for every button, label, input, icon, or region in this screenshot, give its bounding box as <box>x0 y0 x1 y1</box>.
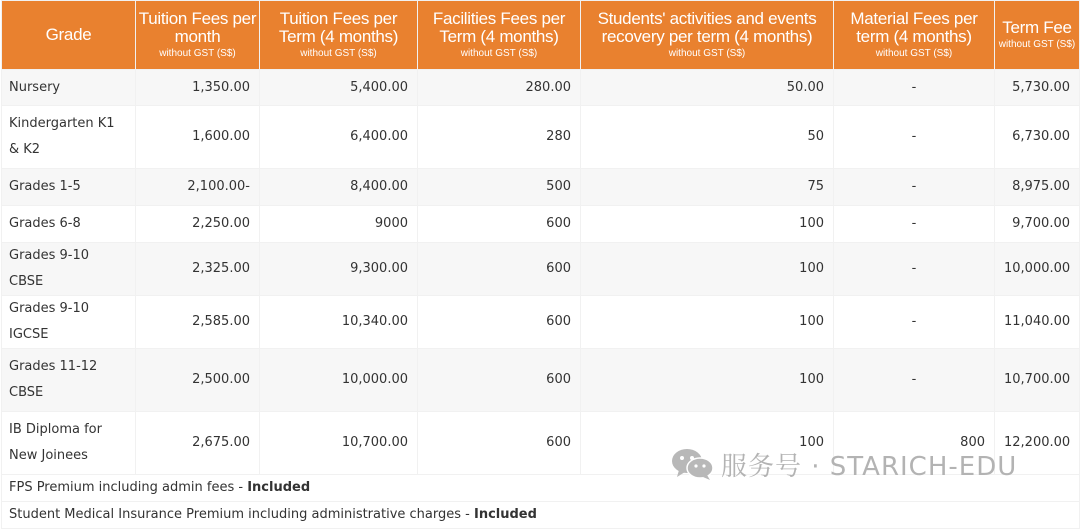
header-term-fee <box>995 1 1080 70</box>
facilities-cell: 600 <box>418 206 581 243</box>
term-fee-cell: 10,000.00 <box>995 243 1080 296</box>
header-facilities-title: Facilities Fees per Term (4 months) <box>432 9 566 46</box>
table-row <box>2 296 1080 349</box>
activities-cell: 100 <box>581 296 834 349</box>
tuition-month-cell: 2,100.00- <box>136 169 260 206</box>
tuition-month-cell: 1,600.00 <box>136 106 260 169</box>
header-tuition-month-sub: without GST (S$) <box>159 48 236 59</box>
activities-cell: 75 <box>581 169 834 206</box>
tuition-term-cell: 10,700.00 <box>260 412 418 475</box>
header-facilities-sub: without GST (S$) <box>460 48 538 59</box>
facilities-cell: 280.00 <box>418 70 581 106</box>
tuition-month-cell: 2,250.00 <box>136 206 260 243</box>
facilities-cell: 600 <box>418 243 581 296</box>
term-fee-cell: 11,040.00 <box>995 296 1080 349</box>
header-term-fee-title: Term Fee <box>1002 18 1072 37</box>
facilities-cell: 500 <box>418 169 581 206</box>
material-cell: - <box>834 349 995 412</box>
term-fee-cell: 10,700.00 <box>995 349 1080 412</box>
tuition-term-cell: 8,400.00 <box>260 169 418 206</box>
material-cell: - <box>834 169 995 206</box>
note-text: FPS Premium including admin fees - <box>9 480 248 495</box>
note-status: Included <box>247 480 311 495</box>
watermark-text: 服务号 · STARICH-EDU <box>721 451 1018 482</box>
header-tuition-month <box>136 1 260 70</box>
header-material-title: Material Fees per term (4 months) <box>850 9 978 46</box>
activities-cell: 100 <box>581 412 834 475</box>
term-fee-cell: 5,730.00 <box>995 70 1080 106</box>
tuition-term-cell: 10,000.00 <box>260 349 418 412</box>
watermark <box>671 446 1017 482</box>
tuition-month-cell: 2,325.00 <box>136 243 260 296</box>
facilities-cell: 600 <box>418 412 581 475</box>
table-row <box>2 349 1080 412</box>
facilities-cell: 600 <box>418 349 581 412</box>
material-cell: - <box>834 106 995 169</box>
header-tuition-term-sub: without GST (S$) <box>300 48 377 59</box>
header-material <box>834 1 995 70</box>
header-tuition-term <box>260 1 418 70</box>
grade-cell: Grades 11-12 CBSE <box>2 349 136 412</box>
tuition-term-cell: 6,400.00 <box>260 106 418 169</box>
facilities-cell: 280 <box>418 106 581 169</box>
tuition-month-cell: 2,675.00 <box>136 412 260 475</box>
grade-cell: Grades 1-5 <box>2 169 136 206</box>
wechat-icon <box>671 447 715 481</box>
table-row <box>2 70 1080 106</box>
tuition-term-cell: 9000 <box>260 206 418 243</box>
header-term-fee-sub: without GST (S$) <box>998 39 1076 50</box>
material-cell: - <box>834 243 995 296</box>
grade-cell: Grades 9-10 CBSE <box>2 243 136 296</box>
activities-cell: 50 <box>581 106 834 169</box>
term-fee-cell: 12,200.00 <box>995 412 1080 475</box>
tuition-term-cell: 10,340.00 <box>260 296 418 349</box>
grade-cell: Grades 9-10 IGCSE <box>2 296 136 349</box>
tuition-term-cell: 5,400.00 <box>260 70 418 106</box>
header-activities-sub: without GST (S$) <box>668 48 746 59</box>
activities-cell: 100 <box>581 243 834 296</box>
header-row <box>2 1 1080 70</box>
table-row <box>2 169 1080 206</box>
grade-cell: Kindergarten K1 & K2 <box>2 106 136 169</box>
activities-cell: 50.00 <box>581 70 834 106</box>
table-row <box>2 106 1080 169</box>
facilities-cell: 600 <box>418 296 581 349</box>
note-text: Student Medical Insurance Premium including administrative charges - <box>9 507 474 522</box>
grade-cell: IB Diploma for New Joinees <box>2 412 136 475</box>
header-activities <box>581 1 834 70</box>
material-cell: - <box>834 206 995 243</box>
header-grade-title: Grade <box>45 25 92 44</box>
note-status: Included <box>473 507 537 522</box>
header-material-sub: without GST (S$) <box>875 48 953 59</box>
material-cell: 800 <box>834 412 995 475</box>
term-fee-cell: 8,975.00 <box>995 169 1080 206</box>
grade-cell: Grades 6-8 <box>2 206 136 243</box>
tuition-term-cell: 9,300.00 <box>260 243 418 296</box>
header-facilities <box>418 1 581 70</box>
header-tuition-term-title: Tuition Fees per Term (4 months) <box>278 9 399 46</box>
activities-cell: 100 <box>581 349 834 412</box>
term-fee-cell: 6,730.00 <box>995 106 1080 169</box>
grade-cell: Nursery <box>2 70 136 106</box>
term-fee-cell: 9,700.00 <box>995 206 1080 243</box>
material-cell: - <box>834 70 995 106</box>
note-cell <box>2 502 1080 529</box>
note-row <box>2 502 1080 529</box>
header-tuition-month-title: Tuition Fees per month <box>138 9 257 46</box>
tuition-month-cell: 1,350.00 <box>136 70 260 106</box>
tuition-month-cell: 2,500.00 <box>136 349 260 412</box>
table-row <box>2 206 1080 243</box>
activities-cell: 100 <box>581 206 834 243</box>
material-cell: - <box>834 296 995 349</box>
tuition-month-cell: 2,585.00 <box>136 296 260 349</box>
header-grade <box>2 1 136 70</box>
header-activities-title: Students' activities and events recovery per term (4 months) <box>597 9 817 46</box>
table-row <box>2 243 1080 296</box>
